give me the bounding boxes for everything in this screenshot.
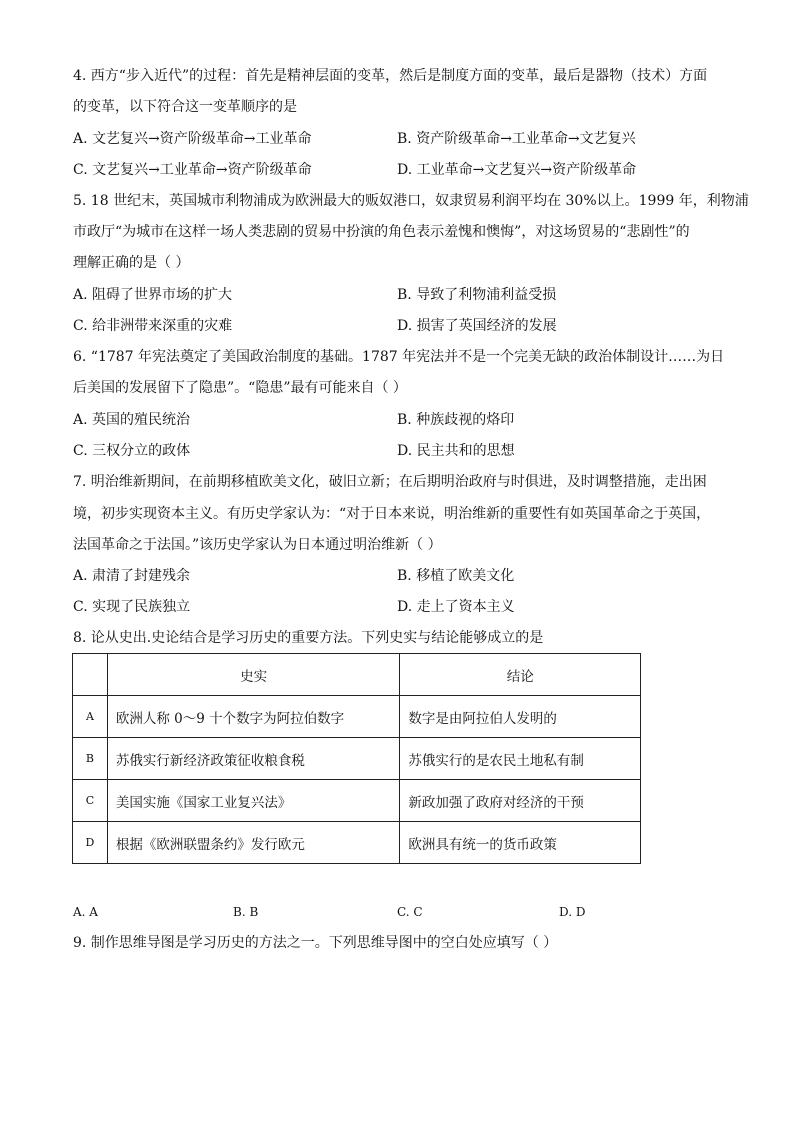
table-header-row — [73, 654, 641, 696]
table-cell-conclusion: 苏俄实行的是农民土地私有制 — [400, 738, 641, 780]
q4-stem-line2: 的变革，以下符合这一变革顺序的是 — [73, 99, 297, 115]
table-cell-fact: 根据《欧洲联盟条约》发行欧元 — [107, 822, 400, 864]
q6-option-a[interactable]: A. 英国的殖民统治 — [73, 412, 191, 428]
table-header-fact: 史实 — [107, 654, 400, 696]
q4-option-a[interactable]: A. 文艺复兴→资产阶级革命→工业革命 — [73, 131, 312, 147]
q5-option-b[interactable]: B. 导致了利物浦利益受损 — [397, 287, 557, 303]
q4-option-b[interactable]: B. 资产阶级革命→工业革命→文艺复兴 — [397, 131, 636, 147]
table-header-key — [73, 654, 108, 696]
q6-stem-line1: 6. “1787 年宪法奠定了美国政治制度的基础。1787 年宪法并不是一个完美无缺的政治体制设计……为日 — [73, 349, 725, 365]
q5-option-a[interactable]: A. 阻碍了世界市场的扩大 — [73, 287, 233, 303]
q7-stem-line3: 法国革命之于法国。”该历史学家认为日本通过明治维新（ ） — [73, 537, 442, 553]
table-cell-conclusion: 数字是由阿拉伯人发明的 — [400, 696, 641, 738]
q6-option-d[interactable]: D. 民主共和的思想 — [397, 443, 515, 459]
q8-stem-line1: 8. 论从史出.史论结合是学习历史的重要方法。下列史实与结论能够成立的是 — [73, 630, 544, 646]
table-row — [73, 696, 641, 738]
q5-stem-line3: 理解正确的是（ ） — [73, 255, 190, 271]
q5-option-d[interactable]: D. 损害了英国经济的发展 — [397, 318, 557, 334]
table-header-conclusion: 结论 — [400, 654, 641, 696]
q8-answer-b[interactable]: B. B — [233, 905, 259, 919]
q7-option-c[interactable]: C. 实现了民族独立 — [73, 599, 191, 615]
q7-stem-line2: 境，初步实现资本主义。有历史学家认为：“对于日本来说，明治维新的重要性有如英国革命之于英国， — [73, 506, 711, 522]
table-cell-key: D — [73, 822, 108, 864]
q5-stem-line2: 市政厅“为城市在这样一场人类悲剧的贸易中扮演的角色表示羞愧和懊悔”，对这场贸易的“悲剧性”的 — [73, 224, 690, 240]
facts-conclusions-table — [72, 653, 641, 864]
table-cell-conclusion: 欧洲具有统一的货币政策 — [400, 822, 641, 864]
q4-stem-line1: 4. 西方“步入近代”的过程：首先是精神层面的变革，然后是制度方面的变革，最后是器物（技术）方面 — [73, 68, 708, 84]
q8-answer-c[interactable]: C. C — [397, 905, 423, 919]
q4-option-d[interactable]: D. 工业革命→文艺复兴→资产阶级革命 — [397, 162, 637, 178]
q6-option-b[interactable]: B. 种族歧视的烙印 — [397, 412, 515, 428]
table-cell-fact: 美国实施《国家工业复兴法》 — [107, 780, 400, 822]
q6-stem-line2: 后美国的发展留下了隐患”。“隐患”最有可能来自（ ） — [73, 380, 407, 396]
q5-option-c[interactable]: C. 给非洲带来深重的灾难 — [73, 318, 233, 334]
q8-answer-a[interactable]: A. A — [73, 905, 98, 919]
q7-stem-line1: 7. 明治维新期间，在前期移植欧美文化，破旧立新；在后期明治政府与时俱进，及时调整措施，走出困 — [73, 474, 707, 490]
q7-option-d[interactable]: D. 走上了资本主义 — [397, 599, 515, 615]
q9-stem-line1: 9. 制作思维导图是学习历史的方法之一。下列思维导图中的空白处应填写（ ） — [73, 935, 558, 951]
table-row — [73, 822, 641, 864]
table-row — [73, 780, 641, 822]
q7-option-b[interactable]: B. 移植了欧美文化 — [397, 568, 515, 584]
table-row — [73, 738, 641, 780]
table-cell-key: B — [73, 738, 108, 780]
table-cell-conclusion: 新政加强了政府对经济的干预 — [400, 780, 641, 822]
q4-option-c[interactable]: C. 文艺复兴→工业革命→资产阶级革命 — [73, 162, 312, 178]
table-cell-fact: 苏俄实行新经济政策征收粮食税 — [107, 738, 400, 780]
q7-option-a[interactable]: A. 肃清了封建残余 — [73, 568, 191, 584]
table-cell-key: A — [73, 696, 108, 738]
q6-option-c[interactable]: C. 三权分立的政体 — [73, 443, 191, 459]
q5-stem-line1: 5. 18 世纪末，英国城市利物浦成为欧洲最大的贩奴港口，奴隶贸易利润平均在 30%以上。1999 年，利物浦 — [73, 193, 749, 209]
table-cell-key: C — [73, 780, 108, 822]
table-cell-fact: 欧洲人称 0～9 十个数字为阿拉伯数字 — [107, 696, 400, 738]
q8-answer-d[interactable]: D. D — [559, 905, 586, 919]
